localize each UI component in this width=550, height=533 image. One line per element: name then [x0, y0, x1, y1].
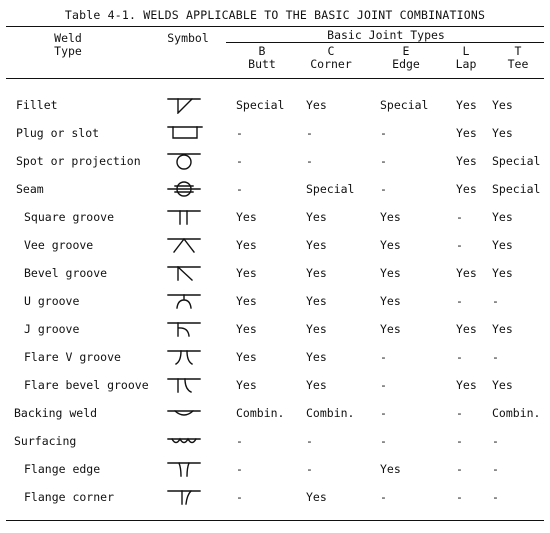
table-row [0, 266, 550, 294]
fillet-symbol-icon [164, 96, 208, 114]
cell-lap: Yes [456, 182, 477, 196]
cell-corner: Yes [306, 210, 327, 224]
cell-lap: - [456, 350, 463, 364]
cell-edge: Yes [380, 238, 401, 252]
cell-tee: - [492, 434, 499, 448]
col-letter: C [327, 44, 335, 58]
cell-edge: - [380, 490, 387, 504]
cell-corner: Yes [306, 350, 327, 364]
bevel-groove-symbol-icon [164, 264, 208, 282]
j-groove-symbol-icon [164, 320, 208, 338]
cell-tee: - [492, 294, 499, 308]
cell-corner: Yes [306, 322, 327, 336]
weld-type: Seam [16, 182, 44, 196]
cell-tee: Combin. [492, 406, 541, 420]
table-row [0, 182, 550, 210]
spot-projection-symbol-icon [164, 152, 208, 170]
cell-butt: Yes [236, 322, 257, 336]
bottom-rule [6, 520, 544, 521]
flange-corner-symbol-icon [164, 488, 208, 506]
cell-corner: Yes [306, 294, 327, 308]
table-row [0, 294, 550, 322]
table-row [0, 126, 550, 154]
cell-tee: - [492, 350, 499, 364]
col-name: Tee [507, 57, 529, 71]
u-groove-symbol-icon [164, 292, 208, 310]
cell-corner: - [306, 434, 313, 448]
col-header-tee [498, 45, 538, 71]
col-header-lap [446, 45, 486, 71]
weld-type: Bevel groove [24, 266, 108, 280]
cell-lap: - [456, 490, 463, 504]
weld-type: Square groove [24, 210, 115, 224]
cell-butt: Yes [236, 266, 257, 280]
table-row [0, 350, 550, 378]
table-row [0, 210, 550, 238]
cell-corner: Yes [306, 490, 327, 504]
cell-edge: - [380, 434, 387, 448]
table-row [0, 462, 550, 490]
weld-type: Flange corner [24, 490, 115, 504]
cell-tee: Yes [492, 238, 513, 252]
weld-type: Flange edge [24, 462, 101, 476]
table-row [0, 406, 550, 434]
cell-butt: Yes [236, 378, 257, 392]
cell-edge: - [380, 182, 387, 196]
cell-corner: - [306, 462, 313, 476]
cell-butt: Yes [236, 210, 257, 224]
cell-butt: Yes [236, 350, 257, 364]
cell-corner: - [306, 126, 313, 140]
cell-lap: Yes [456, 322, 477, 336]
vee-groove-symbol-icon [164, 236, 208, 254]
cell-tee: Yes [492, 210, 513, 224]
cell-lap: - [456, 238, 463, 252]
cell-butt: - [236, 154, 243, 168]
cell-corner: Combin. [306, 406, 355, 420]
joint-types-group-header: Basic Joint Types [327, 28, 445, 42]
cell-butt: - [236, 462, 243, 476]
cell-tee: Yes [492, 322, 513, 336]
cell-tee: - [492, 490, 499, 504]
table-row [0, 434, 550, 462]
cell-lap: Yes [456, 378, 477, 392]
weld-type: Flare bevel groove [24, 378, 149, 392]
surfacing-symbol-icon [164, 432, 208, 450]
table-caption: Table 4-1. WELDS APPLICABLE TO THE BASIC JOINT COMBINATIONS [64, 8, 486, 22]
cell-tee: Yes [492, 378, 513, 392]
flare-v-groove-symbol-icon [164, 348, 208, 366]
cell-edge: Yes [380, 266, 401, 280]
table-row [0, 378, 550, 406]
table-row [0, 98, 550, 126]
cell-edge: - [380, 126, 387, 140]
weld-type: Vee groove [24, 238, 94, 252]
weld-table-body [0, 98, 550, 518]
cell-corner: Yes [306, 98, 327, 112]
cell-butt: Combin. [236, 406, 285, 420]
cell-butt: Yes [236, 238, 257, 252]
col-header-corner [296, 45, 366, 71]
cell-lap: Yes [456, 126, 477, 140]
col-letter: T [514, 44, 522, 58]
table-row [0, 322, 550, 350]
weld-type-header [38, 32, 98, 58]
weld-type: Fillet [16, 98, 58, 112]
col-name: Corner [310, 57, 352, 71]
top-rule [6, 26, 544, 27]
cell-butt: - [236, 126, 243, 140]
cell-tee: Yes [492, 126, 513, 140]
cell-butt: - [236, 490, 243, 504]
cell-lap: - [456, 406, 463, 420]
seam-symbol-icon [164, 180, 208, 198]
cell-lap: Yes [456, 154, 477, 168]
cell-lap: Yes [456, 98, 477, 112]
cell-edge: Yes [380, 322, 401, 336]
cell-corner: Yes [306, 238, 327, 252]
cell-tee: Yes [492, 98, 513, 112]
weld-type: Plug or slot [16, 126, 100, 140]
cell-butt: Yes [236, 294, 257, 308]
weld-type: J groove [24, 322, 80, 336]
col-name: Edge [392, 57, 420, 71]
cell-edge: Yes [380, 210, 401, 224]
cell-butt: - [236, 434, 243, 448]
cell-tee: Special [492, 154, 541, 168]
cell-edge: Yes [380, 462, 401, 476]
weld-type: Backing weld [14, 406, 98, 420]
cell-corner: Special [306, 182, 355, 196]
col-letter: E [402, 44, 410, 58]
cell-edge: - [380, 378, 387, 392]
cell-edge: Yes [380, 294, 401, 308]
col-name: Lap [455, 57, 477, 71]
cell-corner: Yes [306, 266, 327, 280]
cell-edge: Special [380, 98, 429, 112]
square-groove-symbol-icon [164, 208, 208, 226]
cell-tee: Special [492, 182, 541, 196]
weld-type-header-line2: Type [54, 44, 82, 58]
weld-type: Spot or projection [16, 154, 141, 168]
backing-weld-symbol-icon [164, 404, 208, 422]
cell-corner: - [306, 154, 313, 168]
cell-tee: Yes [492, 266, 513, 280]
cell-lap: - [456, 462, 463, 476]
cell-corner: Yes [306, 378, 327, 392]
cell-edge: - [380, 406, 387, 420]
col-letter: L [462, 44, 470, 58]
cell-lap: - [456, 434, 463, 448]
col-letter: B [258, 44, 266, 58]
col-header-butt [232, 45, 292, 71]
weld-type-header-line1: Weld [54, 31, 82, 45]
cell-lap: - [456, 294, 463, 308]
plug-slot-symbol-icon [164, 124, 208, 142]
symbol-header: Symbol [167, 31, 209, 45]
cell-lap: - [456, 210, 463, 224]
table-row [0, 490, 550, 518]
cell-edge: - [380, 154, 387, 168]
weld-type: U groove [24, 294, 80, 308]
header-bottom-rule [6, 78, 544, 79]
cell-lap: Yes [456, 266, 477, 280]
cell-butt: Special [236, 98, 285, 112]
flange-edge-symbol-icon [164, 460, 208, 478]
weld-type: Surfacing [14, 434, 77, 448]
cell-edge: - [380, 350, 387, 364]
table-row [0, 238, 550, 266]
col-header-edge [376, 45, 436, 71]
col-name: Butt [248, 57, 276, 71]
group-header-rule [226, 42, 544, 43]
table-row [0, 154, 550, 182]
flare-bevel-groove-symbol-icon [164, 376, 208, 394]
weld-type: Flare V groove [24, 350, 121, 364]
cell-butt: - [236, 182, 243, 196]
cell-tee: - [492, 462, 499, 476]
